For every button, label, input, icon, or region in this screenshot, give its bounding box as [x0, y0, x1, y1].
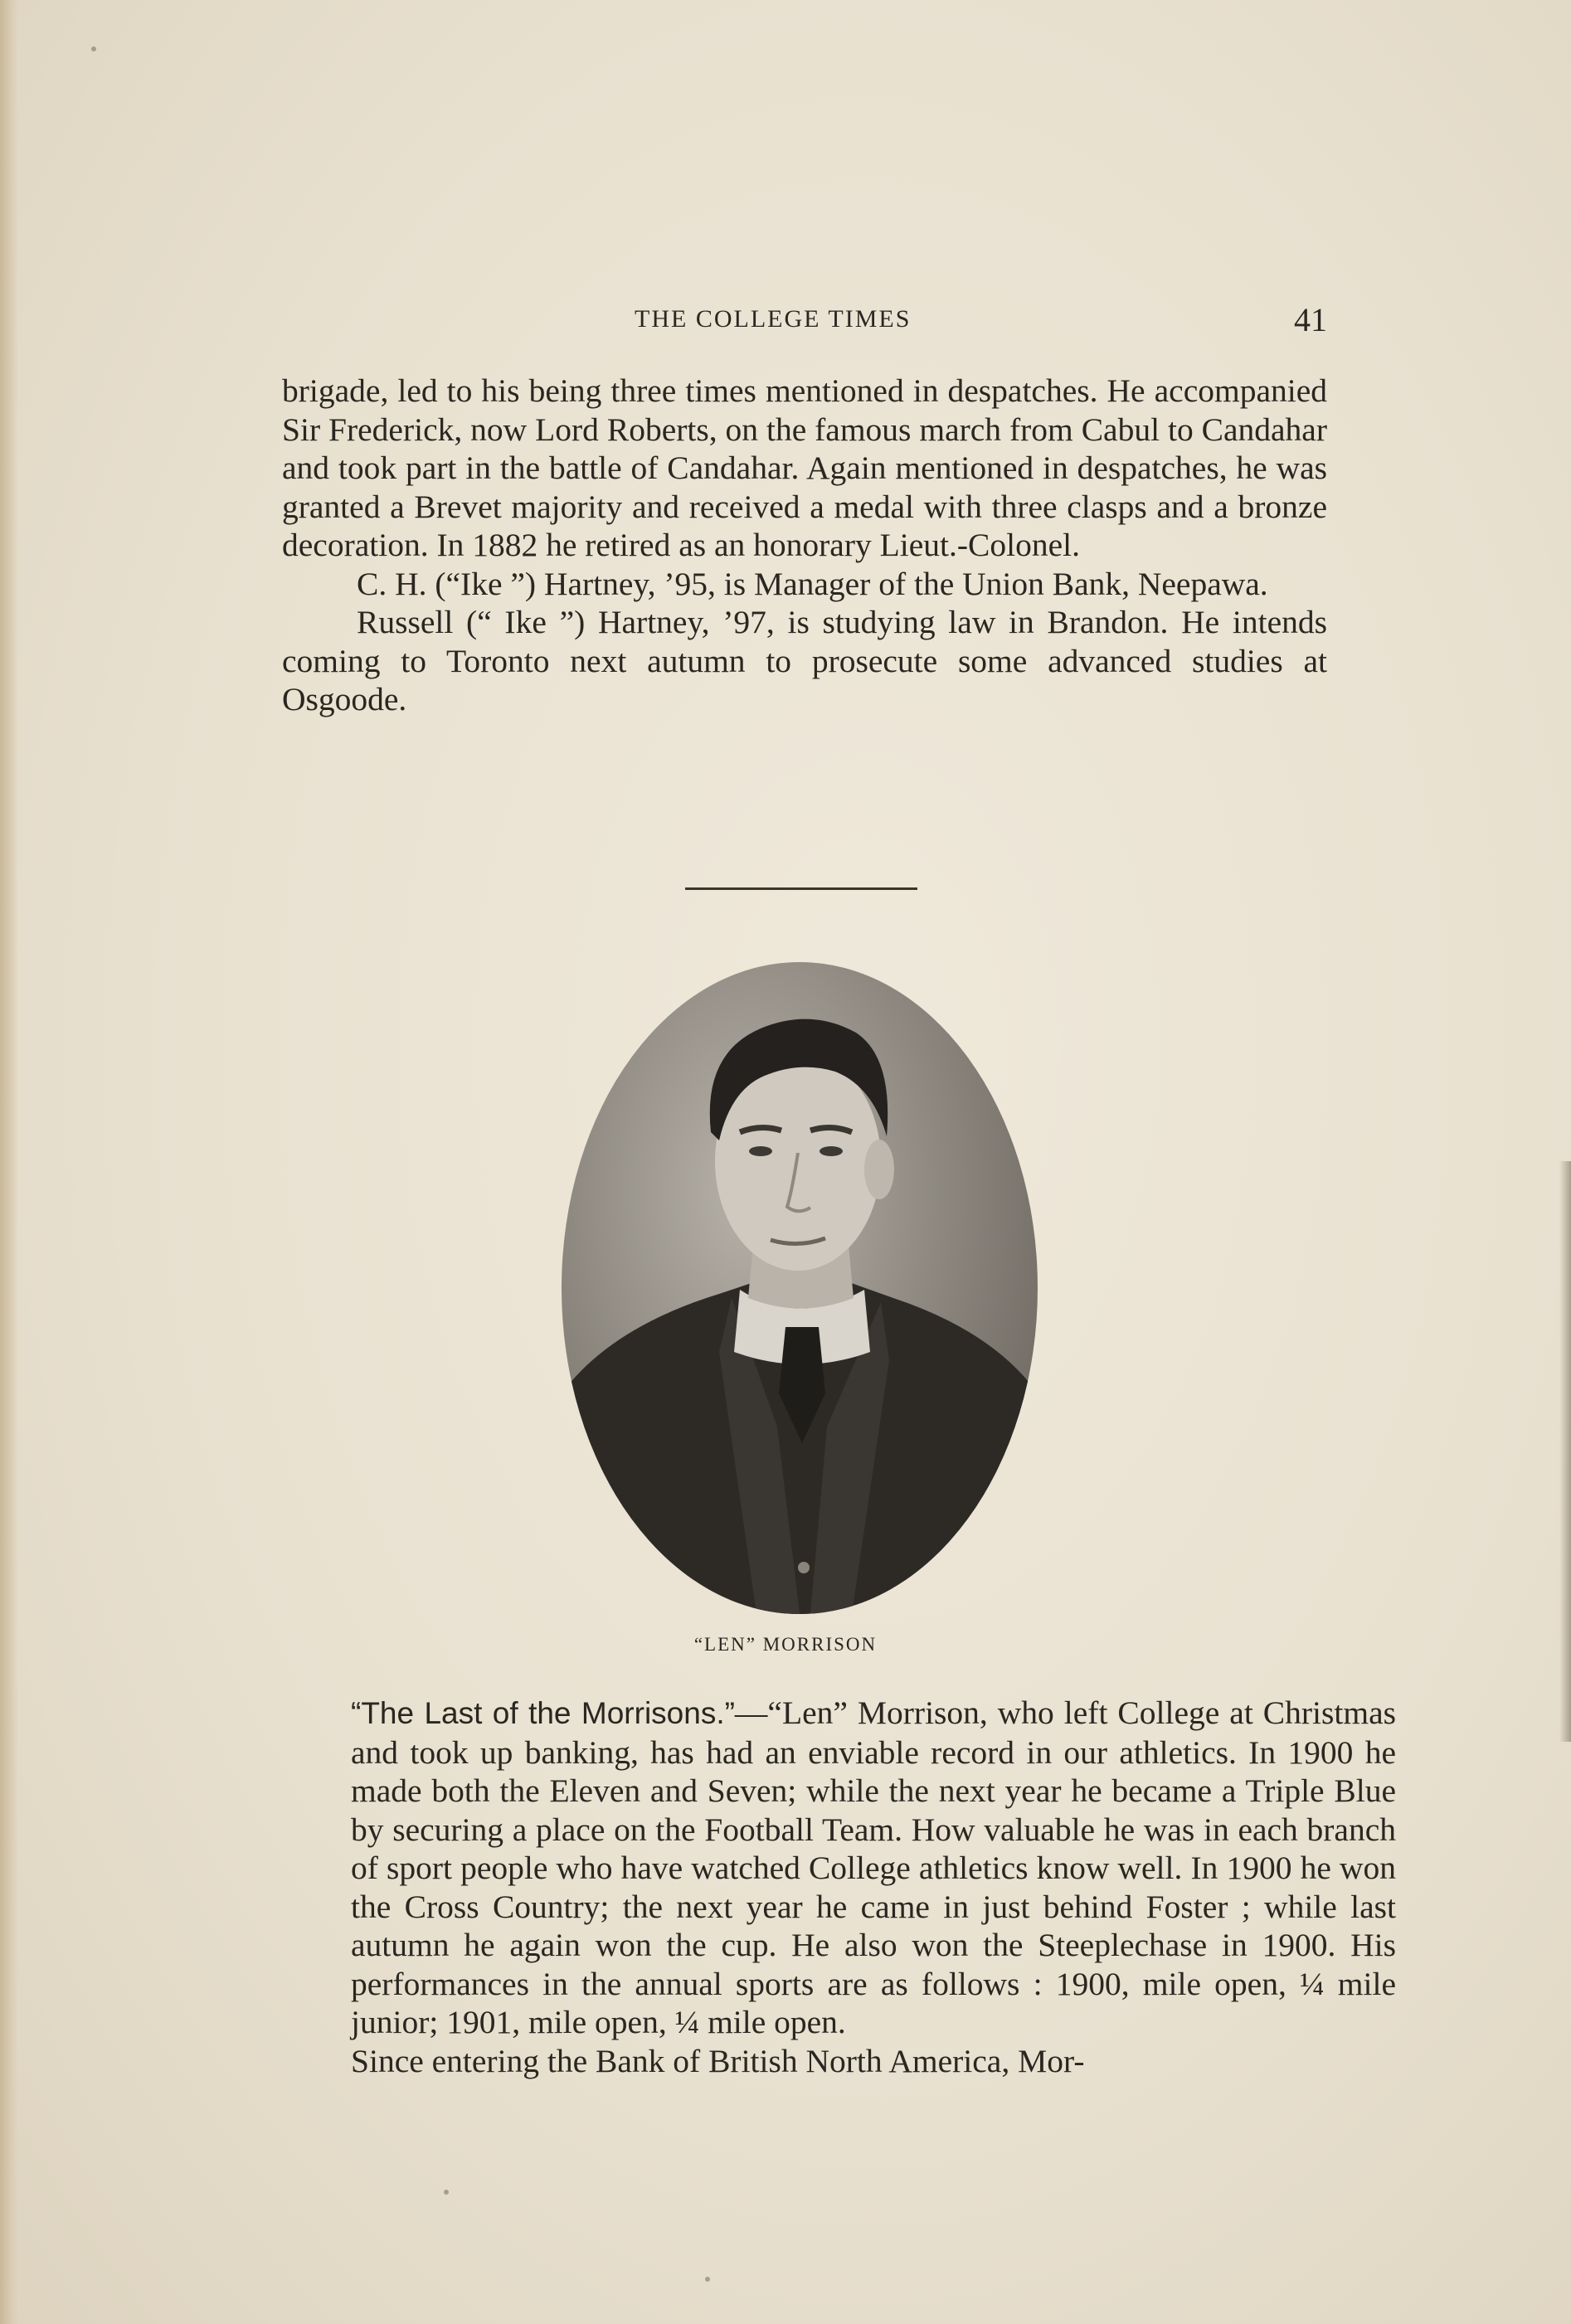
page-speck — [444, 2190, 449, 2195]
portrait-photo — [562, 962, 1038, 1614]
paragraph-russell-hartney: Russell (“ Ike ”) Hartney, ’97, is studying law in Brandon. He intends coming to Toronto next autumn to prosecute some advanced studies at Osgoode. — [282, 604, 1327, 717]
page-number: 41 — [1294, 301, 1327, 338]
article-lead-body: —“Len” Morrison, who left College at Christmas and took up banking, has had an enviable record in our athletics. In 1900 he made both the Eleven and Seven; while the next year he became a Triple Blue by securing a place on the Football Team. How valuable he was in each branch of sport people who have watched College athletics know well. In 1900 he won the Cross Country; the next year he came in just behind Foster ; while last autumn he again won the cup. He also won the Steeplechase in 1900. His performances in the annual sports are as follows : 1900, mile open, ¼ mile junior; 1901, mile open, ¼ mile open. — [351, 1694, 1396, 2040]
page-header — [282, 300, 1327, 350]
page-speck — [91, 46, 96, 51]
paragraph-brigade: brigade, led to his being three times mentioned in despatches. He accompanied Sir Frederick, now Lord Roberts, on the famous march from Cabul to Candahar and took part in the battle of Candahar. Again mentioned in despatches, he was granted a Brevet majority and received a medal with three clasps and a bronze decoration. In 1882 he retired as an honorary Lieut.-Colonel. — [282, 372, 1327, 563]
top-text-block — [282, 372, 1327, 719]
article-paragraph — [276, 1694, 1396, 2042]
portrait-illustration — [562, 962, 1038, 1614]
running-head: THE COLLEGE TIMES — [635, 305, 912, 333]
page-speck — [705, 2277, 710, 2282]
page-binding-edge — [0, 0, 18, 2324]
portrait-caption: “LEN” MORRISON — [693, 1634, 878, 1655]
article-continuation: Since entering the Bank of British North America, Mor- — [351, 2042, 1085, 2079]
paragraph-ch-hartney: C. H. (“Ike ”) Hartney, ’95, is Manager of the Union Bank, Neepawa. — [357, 565, 1268, 602]
article-lead-title: “The Last of the Morrisons.” — [351, 1696, 735, 1730]
section-divider-rule — [685, 887, 917, 890]
article-text-block — [276, 1694, 1396, 2080]
